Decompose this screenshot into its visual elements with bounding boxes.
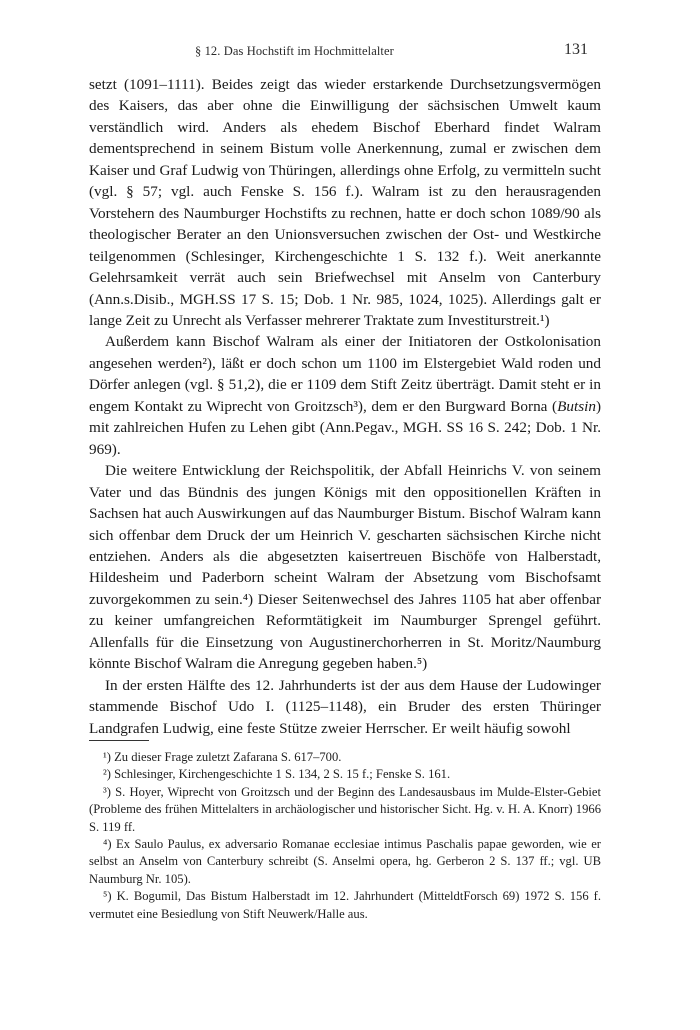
page-number: 131	[564, 41, 588, 58]
footnote-2: ²) Schlesinger, Kirchengeschichte 1 S. 134, 2 S. 15 f.; Fenske S. 161.	[103, 767, 451, 782]
footnotes	[89, 749, 601, 923]
paragraph-2-part-a: Außerdem kann Bischof Walram als einer der Initiatoren der Ostkolonisation angesehen werden²), läßt er doch schon um 1100 im Elstergebiet Wald roden und Dörfer anlegen (vgl. § 51,2), die er 1109 dem Stift Zeitz überträgt. Damit steht er in engem Kontakt zu Wiprecht von Groitzsch³), dem er den Burgward Borna (	[89, 333, 601, 415]
footnote-5: ⁵) K. Bogumil, Das Bistum Halberstadt im 12. Jahrhundert (MitteldtForsch 69) 1972 S. 156 f. vermutet eine Besiedlung von Stift Neuwerk/Halle aus.	[89, 889, 601, 921]
paragraph-2	[89, 331, 601, 460]
footnote-4: ⁴) Ex Saulo Paulus, ex adversario Romanae ecclesiae intimus Paschalis papae geworden, wie er selbst an Anselm von Canterbury schreibt (S. Anselmi opera, hg. Gerberon 2 S. 137 ff.; vgl. UB Naumburg Nr. 105).	[89, 837, 601, 886]
footnote-divider	[89, 740, 149, 741]
footnote-3: ³) S. Hoyer, Wiprecht von Groitzsch und der Beginn des Landesausbaus im Mulde-Elster-Gebiet (Probleme des frühen Mittelalters in archäologischer und historischer Sicht. Hg. v. H. A. Knorr) 1966 S. 119 ff.	[89, 784, 601, 834]
footnote-1: ¹) Zu dieser Frage zuletzt Zafarana S. 617–700.	[103, 750, 342, 764]
paragraph-2-part-b: ) mit zahlreichen Hufen zu Lehen gibt (Ann.Pegav., MGH. SS 16 S. 242; Dob. 1 Nr. 969).	[89, 397, 601, 458]
paragraph-3: Die weitere Entwicklung der Reichspolitik, der Abfall Heinrichs V. von seinem Vater und das Bündnis des jungen Königs mit den oppositionellen Kräften in Sachsen hat auch Auswirkungen auf das Naumburger Bistum. Bischof Walram kann sich offenbar dem Druck der um Heinrich V. gescharten sächsischen Kirche nicht entziehen. Anders als die abgesetzten kaisertreuen Bischöfe von Halberstadt, Hildesheim und Paderborn scheint Walram der Absetzung vom Bischofsamt zuvorgekommen zu sein.⁴) Dieser Seitenwechsel des Jahres 1105 hat aber offenbar zu keiner umfangreichen Reformtätigkeit im Naumburger Sprengel geführt. Allenfalls für die Einsetzung von Augustinerchorherren in St. Moritz/Naumburg könnte Bischof Walram die Anregung gegeben haben.⁵)	[89, 462, 601, 673]
running-head: § 12. Das Hochstift im Hochmittelalter	[195, 44, 394, 58]
main-text	[89, 74, 601, 739]
paragraph-4: In der ersten Hälfte des 12. Jahrhunderts ist der aus dem Hause der Ludowinger stammende Bischof Udo I. (1125–1148), ein Bruder des ersten Thüringer Landgrafen Ludwig, eine feste Stütze zweier Herrscher. Er weilt häufig sowohl	[89, 676, 601, 737]
paragraph-2-italic: Butsin	[557, 397, 596, 415]
paragraph-1: setzt (1091–1111). Beides zeigt das wieder erstarkende Durchsetzungsvermögen des Kaisers, das aber ohne die Einwilligung der sächsischen Umwelt kaum verständlich wird. Anders als ehedem Bischof Eberhard findet Walram dementsprechend in seinem Bistum volle Anerkennung, zumal er zwischen dem Kaiser und Graf Ludwig von Thüringen, allerdings ohne Erfolg, zu vermitteln sucht (vgl. § 57; vgl. auch Fenske S. 156 f.). Walram ist zu den herausragenden Vorstehern des Naumburger Hochstifts zu rechnen, hatte er doch schon 1089/90 als theologischer Berater an den Unionsversuchen zwischen der Ost- und Westkirche teilgenommen (Schlesinger, Kirchengeschichte 1 S. 132 f.). Weit anerkannte Gelehrsamkeit verrät auch sein Briefwechsel mit Anselm von Canterbury (Ann.s.Disib., MGH.SS 17 S. 15; Dob. 1 Nr. 985, 1024, 1025). Allerdings galt er lange Zeit zu Unrecht als Verfasser mehrerer Traktate zum Investiturstreit.¹)	[89, 76, 601, 329]
